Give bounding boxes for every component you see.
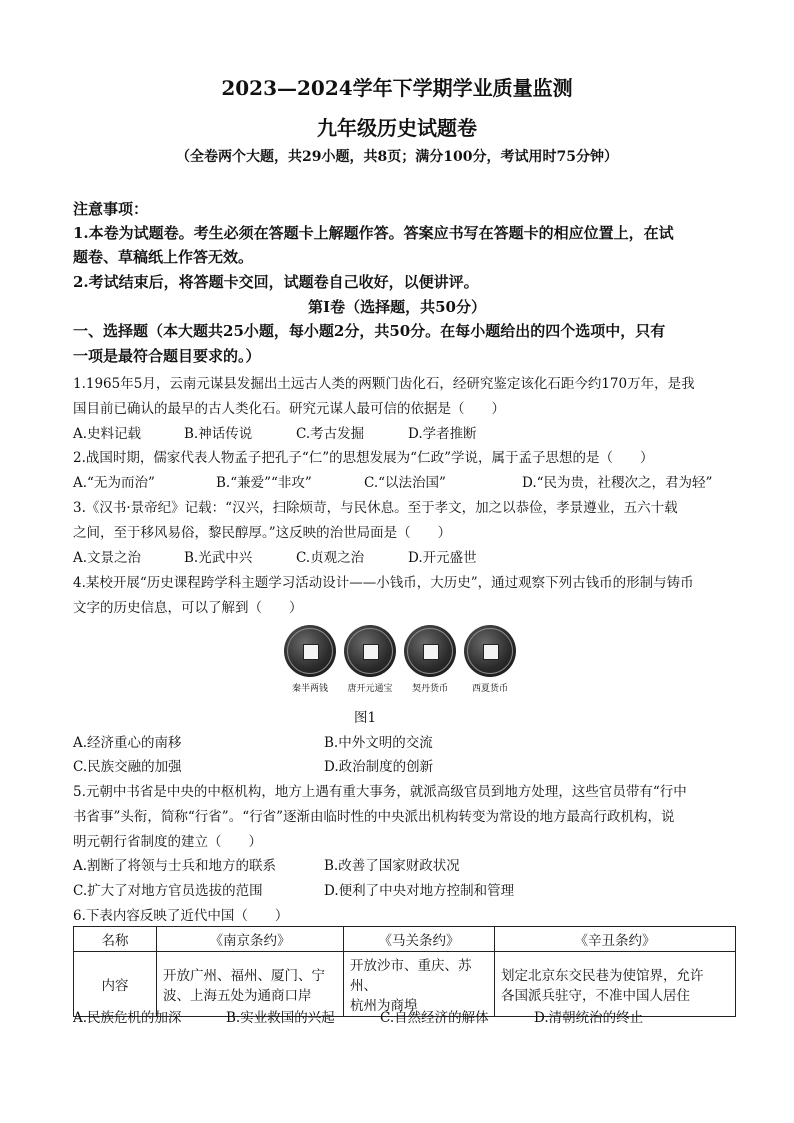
- table-row-label: 内容: [74, 952, 157, 1017]
- exam-subtitle: （全卷两个大题，共29小题，共8页；满分100分，考试用时75分钟）: [176, 149, 618, 165]
- coin-label: 契丹货币: [411, 684, 448, 694]
- coin-image: [404, 625, 456, 677]
- table-cell-line: 开放广州、福州、厦门、宁: [163, 968, 325, 984]
- question-3-option-c: C.贞观之治: [296, 550, 365, 566]
- question-1-option-d: D.学者推断: [408, 426, 477, 442]
- notice-item-1: 1.本卷为试题卷。考生必须在答题卡上解题作答。答案应书写在答题卡的相应位置上，在试: [73, 224, 674, 242]
- exam-title: 2023—2024学年下学期学业质量监测: [221, 76, 573, 100]
- table-header-cell: 名称: [74, 927, 157, 952]
- coin-label: 唐开元通宝: [347, 684, 393, 694]
- notice-item-1-cont: 题卷、草稿纸上作答无效。: [73, 248, 254, 266]
- coin-label: 西夏货币: [471, 684, 508, 694]
- exam-subject-title: 九年级历史试题卷: [317, 116, 477, 140]
- part-title: 第Ⅰ卷（选择题，共50分）: [308, 298, 486, 316]
- question-5-stem-cont: 书省事”头衔，简称“行省”。“行省”逐渐由临时性的中央派出机构转变为常设的地方最高行政机构，说: [73, 809, 675, 825]
- coin-label: 秦半两钱: [291, 684, 328, 694]
- question-2-option-c: C.“以法治国”: [364, 475, 446, 491]
- question-3-stem-cont: 之间，至于移风易俗，黎民醇厚。”这反映的治世局面是（ ）: [73, 525, 452, 541]
- coin-image: [284, 625, 336, 677]
- question-2-option-b: B.“兼爱”“非攻”: [216, 475, 312, 491]
- notice-item-2: 2.考试结束后，将答题卡交回，试题卷自己收好，以便讲评。: [73, 273, 479, 291]
- question-6-option-d: D.清朝统治的终止: [534, 1010, 644, 1026]
- question-2-stem: 2.战国时期，儒家代表人物孟子把孔子“仁”的思想发展为“仁政”学说，属于孟子思想的是（ ）: [73, 450, 654, 466]
- question-5-option-c: C.扩大了对地方官员选拔的范围: [73, 883, 263, 899]
- notice-heading: 注意事项：: [73, 200, 149, 218]
- question-3-stem: 3.《汉书·景帝纪》记载：“汉兴，扫除烦苛，与民休息。至于孝文，加之以恭俭，孝景遵业，五六十载: [73, 500, 678, 516]
- section-instruction: 一、选择题（本大题共25小题，每小题2分，共50分。在每小题给出的四个选项中，只有: [73, 322, 666, 340]
- coins-figure: [282, 625, 522, 695]
- question-3-option-b: B.光武中兴: [184, 550, 253, 566]
- question-4-option-d: D.政治制度的创新: [324, 759, 434, 775]
- question-5-option-a: A.割断了将领与士兵和地方的联系: [73, 858, 277, 874]
- question-4-option-a: A.经济重心的南移: [73, 735, 182, 751]
- table-header-row: [74, 927, 736, 952]
- section-instruction-cont: 一项是最符合题目要求的。）: [73, 347, 261, 365]
- question-5-option-d: D.便利了中央对地方控制和管理: [324, 883, 515, 899]
- question-6-stem: 6.下表内容反映了近代中国（ ）: [73, 908, 289, 924]
- figure-caption: 图1: [353, 710, 377, 726]
- question-1-option-b: B.神话传说: [184, 426, 253, 442]
- question-4-stem-cont: 文字的历史信息，可以了解到（ ）: [73, 600, 303, 616]
- question-3-option-a: A.文景之治: [73, 550, 142, 566]
- table-cell-line: 划定北京东交民巷为使馆界，允许: [501, 968, 704, 984]
- question-5-stem: 5.元朝中书省是中央的中枢机构，地方上遇有重大事务，就派高级官员到地方处理，这些官员带有“行中: [73, 784, 687, 800]
- question-2-option-a: A.“无为而治”: [73, 475, 155, 491]
- table-cell-line: 杭州为商埠: [350, 998, 418, 1014]
- question-1-stem: 1.1965年5月，云南元谋县发掘出土远古人类的两颗门齿化石，经研究鉴定该化石距今约170万年，是我: [73, 376, 695, 392]
- question-6-option-b: B.实业救国的兴起: [226, 1010, 335, 1026]
- coin-image: [464, 625, 516, 677]
- question-6-option-c: C.自然经济的解体: [380, 1010, 489, 1026]
- question-5-option-b: B.改善了国家财政状况: [324, 858, 460, 874]
- table-cell-line: 波、上海五处为通商口岸: [163, 988, 312, 1004]
- question-5-stem-cont: 明元朝行省制度的建立（ ）: [73, 834, 262, 850]
- question-4-option-b: B.中外文明的交流: [324, 735, 433, 751]
- coin-image: [344, 625, 396, 677]
- question-1-option-c: C.考古发掘: [296, 426, 365, 442]
- table-header-cell: 《马关条约》: [344, 927, 495, 952]
- question-1-option-a: A.史料记载: [73, 426, 142, 442]
- table-header-cell: 《南京条约》: [157, 927, 344, 952]
- table-cell-line: 各国派兵驻守，不准中国人居住: [501, 988, 690, 1004]
- table-header-cell: 《辛丑条约》: [495, 927, 736, 952]
- question-1-stem-cont: 国目前已确认的最早的古人类化石。研究元谋人最可信的依据是（ ）: [73, 401, 505, 417]
- treaty-table: [73, 926, 736, 1017]
- question-3-option-d: D.开元盛世: [408, 550, 477, 566]
- question-6-option-a: A.民族危机的加深: [73, 1010, 182, 1026]
- question-4-stem: 4.某校开展“历史课程跨学科主题学习活动设计——小钱币，大历史”，通过观察下列古钱币的形制与铸币: [73, 575, 694, 591]
- question-2-option-d: D.“民为贵，社稷次之，君为轻”: [522, 475, 713, 491]
- table-cell-line: 开放沙市、重庆、苏州、: [350, 958, 472, 994]
- question-4-option-c: C.民族交融的加强: [73, 759, 182, 775]
